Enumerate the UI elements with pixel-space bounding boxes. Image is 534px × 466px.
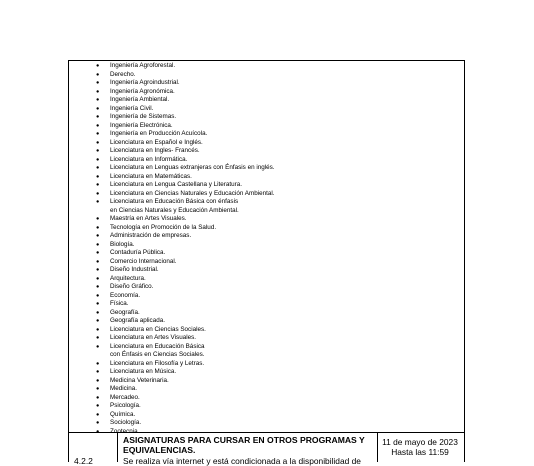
table-right-border [464, 60, 465, 462]
list-item-label: Medicina. [110, 385, 137, 392]
list-item [96, 258, 376, 267]
list-item-label: Geografía aplicada. [110, 317, 165, 324]
list-item-label: Ingeniería en Producción Acuícola. [110, 130, 208, 137]
list-item [96, 181, 376, 190]
list-item-label: Ingeniería Ambiental. [110, 96, 170, 103]
bullet-icon: ● [96, 190, 100, 197]
list-item [96, 156, 376, 165]
bullet-icon: ● [96, 241, 100, 248]
program-list [96, 62, 376, 436]
list-item-label: Administración de empresas. [110, 232, 192, 239]
list-item [96, 385, 376, 394]
list-item-label: Licenciatura en Español e Inglés. [110, 138, 203, 146]
list-item [96, 79, 376, 88]
list-item [96, 283, 376, 292]
list-item [96, 394, 376, 403]
list-item [96, 232, 376, 241]
bullet-icon: ● [96, 420, 100, 426]
bullet-icon: ● [96, 88, 100, 95]
list-item-label: Arquitectura. [110, 274, 146, 282]
list-item-label: Psicología. [110, 402, 141, 409]
list-item-label: Ingeniería Civil. [110, 104, 154, 112]
bullet-icon: ● [96, 411, 100, 418]
list-item [96, 334, 376, 343]
list-item-label: Comercio Internacional. [110, 257, 177, 265]
list-item [96, 300, 376, 309]
list-item [96, 309, 376, 318]
list-item [96, 164, 376, 173]
bullet-icon: ● [96, 216, 100, 222]
list-item [96, 122, 376, 131]
list-item [96, 88, 376, 97]
list-item [96, 326, 376, 335]
list-item [96, 173, 376, 182]
bullet-icon: ● [96, 369, 100, 375]
list-item-label: Medicina Veterinaria. [110, 376, 169, 384]
bullet-icon: ● [96, 318, 100, 324]
list-item [96, 275, 376, 284]
bullet-icon: ● [96, 224, 100, 231]
list-item-label: Licenciatura en Matemáticas. [110, 172, 192, 180]
bullet-icon: ● [96, 71, 100, 78]
bullet-icon: ● [96, 173, 100, 180]
list-item-label: Física. [110, 300, 129, 307]
list-item-label: Ingeniería Agroforestal. [110, 62, 176, 69]
bullet-icon: ● [96, 335, 100, 341]
bullet-icon: ● [96, 258, 100, 265]
row-number: 4.2.2 [74, 456, 93, 466]
bullet-icon: ● [96, 394, 100, 401]
bullet-icon: ● [96, 139, 100, 146]
list-item-label: Licenciatura en Lenguas extranjeras con Énfasis en inglés. [110, 164, 275, 171]
list-item [96, 317, 376, 326]
list-item [96, 249, 376, 258]
table-column-divider-1 [117, 432, 118, 462]
bullet-icon: ● [96, 97, 100, 103]
list-item-label: Licenciatura en Ciencias Naturales y Educación Ambiental. [110, 189, 275, 197]
list-item-label: Ingeniería Electrónica. [110, 121, 173, 129]
row-date: 11 de mayo de 2023 [382, 437, 458, 447]
bullet-icon: ● [96, 182, 100, 188]
list-item [96, 402, 376, 411]
list-item-label: Ingeniería Agroindustrial. [110, 79, 180, 86]
bullet-icon: ● [96, 63, 100, 69]
list-item [96, 130, 376, 139]
list-item-label: Ingeniería de Sistemas. [110, 113, 177, 120]
bullet-icon: ● [96, 165, 100, 171]
list-item-label: Derecho. [110, 70, 136, 78]
list-item-label: Licenciatura en Ingles- Francés. [110, 147, 200, 154]
list-item [96, 113, 376, 122]
list-item [96, 224, 376, 233]
bullet-icon: ● [96, 403, 100, 409]
list-item-label: Licenciatura en Educación Básica [110, 342, 205, 350]
list-item-label: Sociología. [110, 419, 142, 426]
bullet-icon: ● [96, 360, 100, 367]
row-description: Se realiza vía internet y está condicionada a la disponibilidad de [123, 456, 361, 466]
bullet-icon: ● [96, 292, 100, 299]
list-item-label: Tecnología en Promoción de la Salud. [110, 223, 217, 231]
bullet-icon: ● [96, 377, 100, 384]
list-item-label: Maestría en Artes Visuales. [110, 215, 187, 222]
list-item-label: Licenciatura en Informática. [110, 155, 188, 163]
bullet-icon: ● [96, 114, 100, 120]
bullet-icon: ● [96, 80, 100, 86]
list-item [96, 360, 376, 369]
list-item-label: Ingeniería Agronómica. [110, 87, 175, 95]
list-item-label: Economía. [110, 291, 141, 299]
list-item-label: Diseño Gráfico. [110, 283, 154, 290]
bullet-icon: ● [96, 284, 100, 290]
list-item [96, 62, 376, 71]
table-top-border [68, 60, 465, 61]
bullet-icon: ● [96, 199, 100, 205]
list-item-label: Zootecnia. [110, 427, 140, 435]
row-title: ASIGNATURAS PARA CURSAR EN OTROS PROGRAMAS Y EQUIVALENCIAS. [123, 435, 365, 455]
list-item [96, 241, 376, 250]
row-time: Hasta las 11:59 [391, 447, 449, 457]
table-left-border [68, 60, 69, 462]
list-item-label: Licenciatura en Música. [110, 368, 177, 375]
bullet-icon: ● [96, 326, 100, 333]
bullet-icon: ● [96, 267, 100, 273]
list-item [96, 411, 376, 420]
list-item-label-continued: en Ciencias Naturales y Educación Ambiental. [110, 206, 239, 214]
list-item-label: Licenciatura en Filosofía y Letras. [110, 359, 205, 367]
list-item-label: Biología. [110, 240, 135, 248]
list-item [96, 377, 376, 386]
list-item-label: Química. [110, 410, 136, 418]
list-item [96, 147, 376, 156]
list-item-label-continued: con Énfasis en Ciencias Sociales. [110, 351, 205, 358]
bullet-icon: ● [96, 105, 100, 112]
list-item-label: Licenciatura en Lengua Castellana y Literatura. [110, 181, 242, 188]
list-item [96, 368, 376, 377]
list-item-label: Licenciatura en Ciencias Sociales. [110, 325, 206, 333]
list-item [96, 105, 376, 114]
bullet-icon: ● [96, 131, 100, 137]
bullet-icon: ● [96, 386, 100, 392]
list-item [96, 292, 376, 301]
bullet-icon: ● [96, 233, 100, 239]
list-item [96, 96, 376, 105]
date-cell [380, 437, 460, 457]
list-item-label: Geografía. [110, 308, 140, 316]
list-item [96, 266, 376, 275]
list-item [96, 190, 376, 199]
list-item-label: Licenciatura en Educación Básica con énfasis [110, 198, 239, 205]
list-item [96, 71, 376, 80]
list-item [96, 343, 376, 360]
list-item-label: Contaduría Pública. [110, 249, 166, 256]
bullet-icon: ● [96, 301, 100, 307]
bullet-icon: ● [96, 122, 100, 129]
bullet-icon: ● [96, 250, 100, 256]
list-item-label: Licenciatura en Artes Visuales. [110, 334, 196, 341]
list-item [96, 419, 376, 428]
list-item [96, 198, 376, 215]
bullet-icon: ● [96, 275, 100, 282]
bullet-icon: ● [96, 428, 100, 435]
bullet-icon: ● [96, 148, 100, 154]
bullet-icon: ● [96, 343, 100, 350]
list-item [96, 139, 376, 148]
list-item-label: Mercadeo. [110, 393, 140, 401]
list-item [96, 215, 376, 224]
list-item-label: Diseño Industrial. [110, 266, 159, 273]
bullet-icon: ● [96, 156, 100, 163]
bullet-icon: ● [96, 309, 100, 316]
